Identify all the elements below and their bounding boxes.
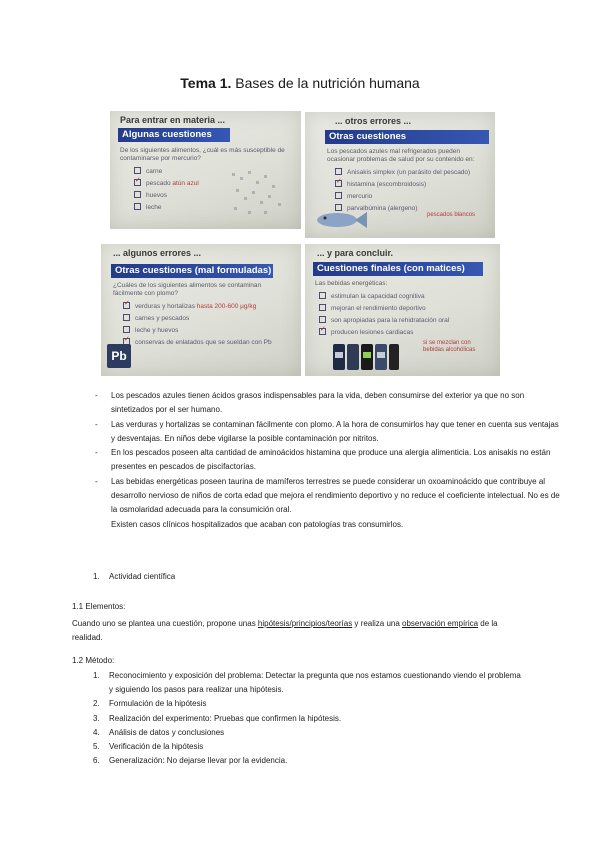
slide-option xyxy=(134,191,167,199)
slide-kicker: ... otros errores ... xyxy=(335,116,412,126)
list-item xyxy=(93,754,523,768)
step-text: Formulación de la hipótesis xyxy=(109,699,207,709)
slide-option-label: parvalbúmina (alergeno) xyxy=(347,205,418,212)
subsection-heading-elementos: 1.1 Elementos: xyxy=(72,602,126,611)
slide-option xyxy=(319,304,426,312)
title-topic-name: Bases de la nutrición humana xyxy=(231,75,420,91)
slide-option xyxy=(319,292,425,300)
slide-option-label: conservas de enlatados que se sueldan con Pb xyxy=(135,339,272,346)
text-run: y realiza una xyxy=(352,619,403,628)
slide-option-label: leche y huevos xyxy=(135,327,179,334)
list-item xyxy=(93,669,523,697)
slide-title-bar: Otras cuestiones (mal formuladas) xyxy=(111,264,273,278)
slide-photo-4 xyxy=(305,244,500,376)
notes-bullet-list xyxy=(95,389,565,532)
step-number: 5. xyxy=(93,742,100,752)
slide-title-bar: Algunas cuestiones xyxy=(118,128,230,142)
list-item-text: Las bebidas energéticas poseen taurina de mamíferos terrestres se puede considerar un oxoaminoácido que contribuye al desarrollo nervioso de niños de corta edad que mejora el rendimiento deportivo y no reduce el coeficiente intelectual. No es de la osmolaridad adecuada para la consumición oral. xyxy=(111,476,560,515)
step-number: 4. xyxy=(93,727,100,737)
list-item: - Las verduras y hortalizas se contaminan fácilmente con plomo. A la hora de consumirlos hay que tener en cuenta sus ventajas y desventajas. En niños debe vigilarse la posible contaminación por nitritos. xyxy=(95,419,559,443)
slide-option-label: carnes y pescados xyxy=(135,315,190,322)
checkbox-icon xyxy=(319,304,326,311)
checkbox-icon xyxy=(319,292,326,299)
fish-can-illustration xyxy=(228,167,288,219)
checkbox-icon xyxy=(134,203,141,210)
list-item-text: En los pescados poseen alta cantidad de aminoácidos histamina que produce una alergia alimenticia. Los anisakis no están presentes en pescados de piscifactorías. xyxy=(111,448,551,472)
slide-option xyxy=(134,179,199,187)
slide-option xyxy=(335,180,426,188)
step-text: Verificación de la hipótesis xyxy=(109,742,204,752)
list-item-text: Las verduras y hortalizas se contaminan fácilmente con plomo. A la hora de consumirlos hay que tener en cuenta sus ventajas y desventajas. En niños debe vigilarse la posible contaminación por nitritos. xyxy=(111,419,559,443)
list-item xyxy=(93,697,523,711)
slide-kicker: Para entrar en materia ... xyxy=(120,115,226,125)
slide-photo-3 xyxy=(101,244,301,376)
slide-option-label: Anisakis simplex (un parásito del pescado) xyxy=(347,169,471,176)
underlined-term: observación empírica xyxy=(402,619,479,628)
checkbox-checked-icon xyxy=(335,180,342,187)
slide-question: De los siguientes alimentos, ¿cuál es más susceptible de contaminarse por mercurio? xyxy=(120,147,285,162)
slide-option xyxy=(123,338,272,346)
checkbox-icon xyxy=(134,191,141,198)
list-item-continuation: Existen casos clínicos hospitalizados que acaban con patologías tras consumirlos. xyxy=(111,519,404,529)
subsection-heading-metodo: 1.2 Método: xyxy=(72,656,115,665)
list-item xyxy=(93,712,523,726)
slide-option-note: pescados blancos xyxy=(427,212,476,218)
slide-option xyxy=(123,314,189,322)
checkbox-icon xyxy=(134,167,141,174)
slide-title-bar: Cuestiones finales (con matices) xyxy=(313,262,483,276)
step-text: Generalización: No dejarse llevar por la evidencia. xyxy=(109,756,288,766)
slide-option-label: leche xyxy=(146,204,162,211)
method-steps-list xyxy=(93,669,523,768)
checkbox-icon xyxy=(123,314,130,321)
text-run: de la realidad. xyxy=(72,619,498,642)
slide-option xyxy=(319,316,449,324)
slide-option-label: huevos xyxy=(146,192,167,199)
slide-question: ¿Cuáles de los siguientes alimentos se contaminan fácilmente con plomo? xyxy=(113,282,262,297)
slide-option-note: hasta 200-600 µg/kg xyxy=(196,303,257,310)
fish-illustration xyxy=(313,206,369,232)
slide-option-label: histamina (escombroidosis) xyxy=(347,181,427,188)
page-title xyxy=(0,75,600,91)
list-item xyxy=(93,726,523,740)
list-item: - Las bebidas energéticas poseen taurina de mamíferos terrestres se puede considerar un oxoaminoácido que contribuye al desarrollo nervioso de niños de corta edad que mejora el rendimiento deportivo y no reduce el coeficiente intelectual. No es de la osmolaridad adecuada para la consumición oral. xyxy=(95,476,560,515)
slide-option-label: producen lesiones cardiacas xyxy=(331,329,414,336)
elementos-paragraph xyxy=(72,617,512,644)
step-text: Reconocimiento y exposición del problema: Detectar la pregunta que nos estamos cuestionando viendo el problema y siguiendo los pasos para realizar una hipótesis. xyxy=(109,671,521,695)
slide-option-note: si se mezclan con bebidas alcohólicas xyxy=(423,340,476,353)
slide-kicker: ... algunos errores ... xyxy=(113,248,202,258)
title-topic-number: Tema 1. xyxy=(180,75,232,91)
checkbox-checked-icon xyxy=(319,328,326,335)
slide-option-label: mejoran el rendimiento deportivo xyxy=(331,305,426,312)
checkbox-checked-icon xyxy=(134,179,141,186)
slide-photo-1 xyxy=(110,111,301,229)
step-text: Análisis de datos y conclusiones xyxy=(109,727,225,737)
slide-option xyxy=(123,302,256,310)
slide-option-label: carne xyxy=(146,168,163,175)
list-item-text: Los pescados azules tienen ácidos grasos indispensables para la vida, deben consumirse del exterior ya que no son sintetizados por el ser humano. xyxy=(111,391,525,415)
step-number: 2. xyxy=(93,699,100,709)
list-item: - Los pescados azules tienen ácidos grasos indispensables para la vida, deben consumirse del exterior ya que no son sintetizados por el ser humano. xyxy=(95,391,525,415)
list-item xyxy=(93,740,523,754)
slide-photo-2 xyxy=(305,112,495,238)
slide-option-label: estimulan la capacidad cognitiva xyxy=(331,293,425,300)
slide-option xyxy=(319,328,413,336)
step-number: 6. xyxy=(93,756,100,766)
slide-option-note: atún azul xyxy=(172,180,199,187)
lead-badge xyxy=(107,344,131,368)
slide-title-bar: Otras cuestiones xyxy=(325,130,489,144)
slide-option xyxy=(123,326,178,334)
slide-option xyxy=(134,167,162,175)
checkbox-icon xyxy=(335,192,342,199)
step-number: 3. xyxy=(93,713,100,723)
checkbox-icon xyxy=(123,326,130,333)
lead-symbol: Pb xyxy=(111,349,127,363)
text-run: Cuando uno se plantea una cuestión, propone unas xyxy=(72,619,258,628)
step-text: Realización del experimento: Pruebas que confirmen la hipótesis. xyxy=(109,713,342,723)
slide-option xyxy=(134,203,162,211)
underlined-term: hipótesis/principios/teorías xyxy=(257,619,353,628)
slide-option-label: pescado xyxy=(146,180,171,187)
checkbox-icon xyxy=(319,316,326,323)
section-number: 1. xyxy=(93,572,100,581)
slide-option xyxy=(335,192,372,200)
slide-question: Los pescados azules mal refrigerados pueden ocasionar problemas de salud por su contenido en: xyxy=(327,148,475,163)
energy-drink-cans-illustration xyxy=(331,342,401,372)
checkbox-checked-icon xyxy=(123,302,130,309)
checkbox-icon xyxy=(335,168,342,175)
slide-question: Las bebidas energéticas: xyxy=(315,280,388,287)
slide-option-label: mercurio xyxy=(347,193,373,200)
step-number: 1. xyxy=(93,671,100,680)
section-label: Actividad científica xyxy=(109,572,176,581)
list-item: - En los pescados poseen alta cantidad de aminoácidos histamina que produce una alergia alimenticia. Los anisakis no están presentes en pescados de piscifactorías. xyxy=(95,448,551,472)
slide-kicker: ... y para concluir. xyxy=(317,248,394,258)
slide-option xyxy=(335,168,470,176)
section-heading xyxy=(93,572,175,581)
slide-option-label: verduras y hortalizas xyxy=(135,303,195,310)
slide-option-label: son apropiadas para la rehidratación oral xyxy=(331,317,450,324)
